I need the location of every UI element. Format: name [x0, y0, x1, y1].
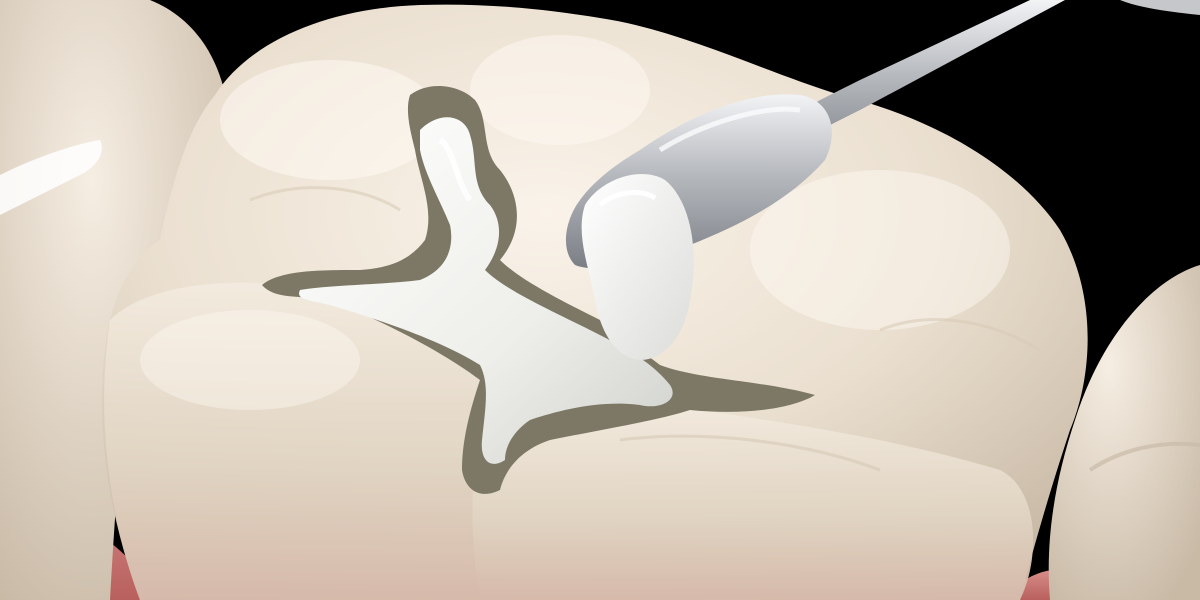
cusp-highlight-2 — [470, 35, 650, 145]
cusp-highlight-4 — [140, 310, 360, 410]
cusp-highlight-3 — [750, 170, 1010, 330]
cusp-highlight-1 — [220, 60, 440, 180]
